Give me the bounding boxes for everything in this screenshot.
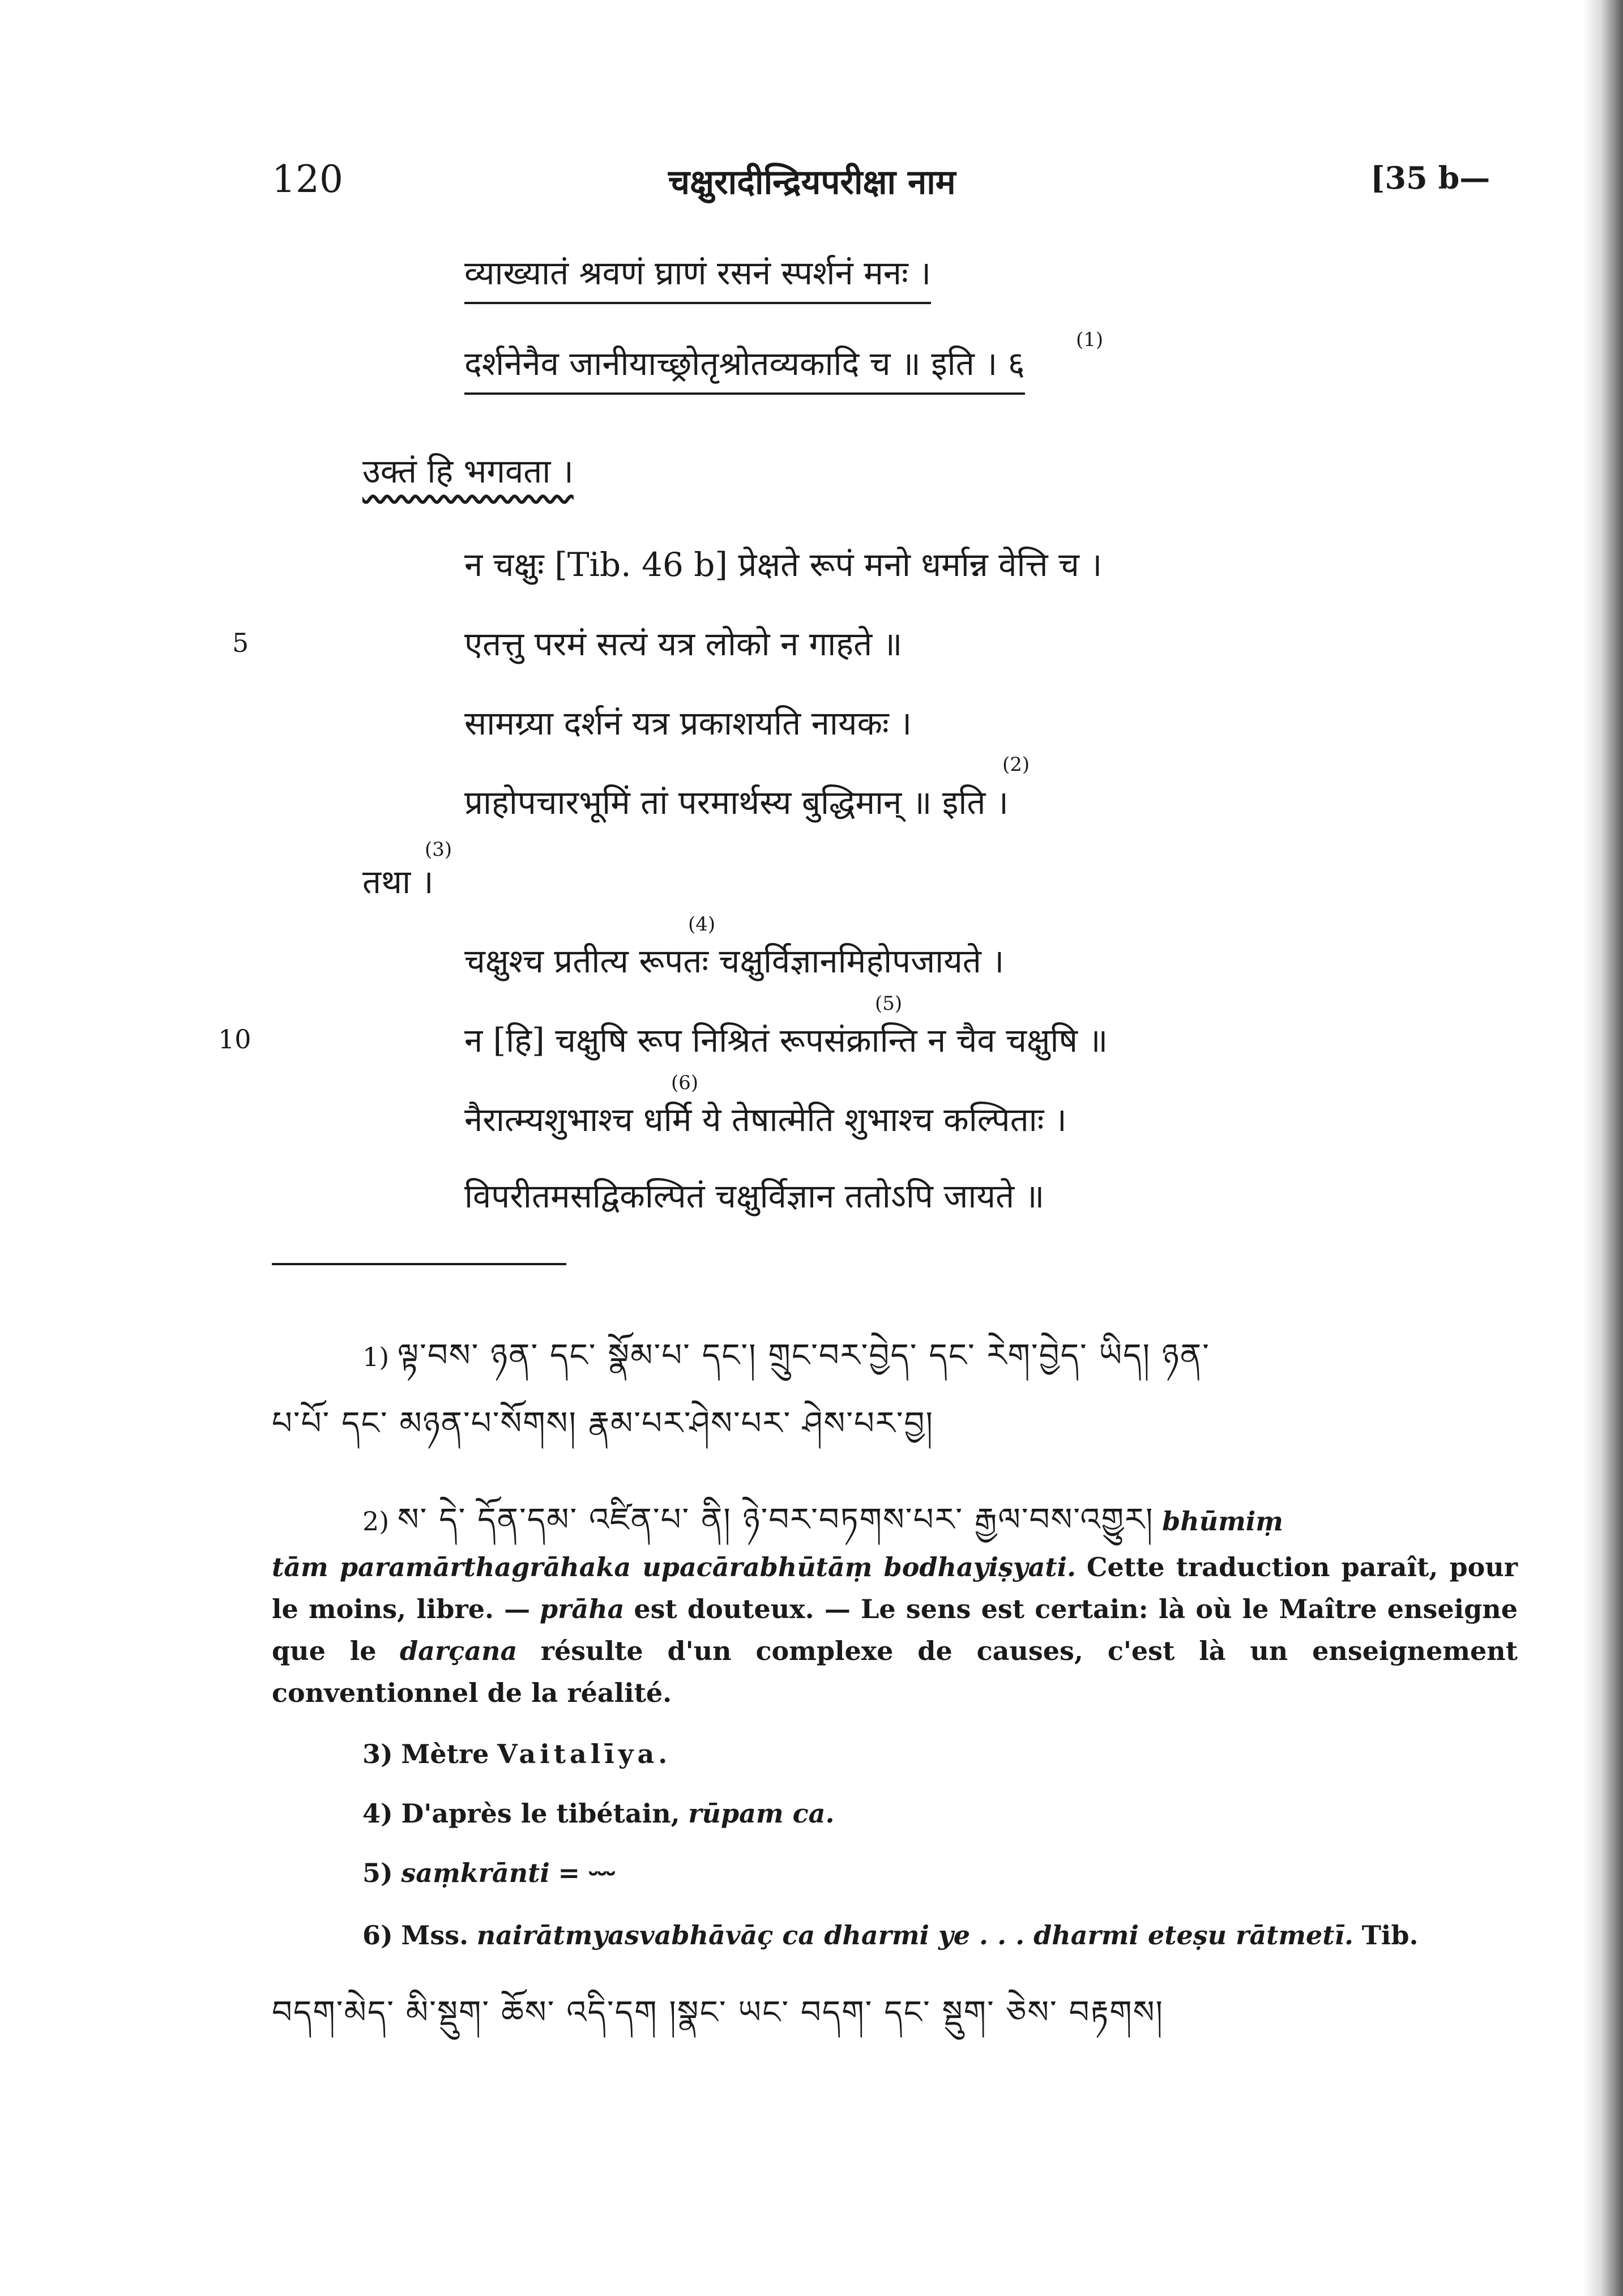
footnote-5-term: saṃkrānti xyxy=(401,1858,550,1888)
footnote-3-metre: Vaitalīya. xyxy=(497,1739,672,1769)
folio-signature: [35 b— xyxy=(1370,160,1490,196)
footnote-mark-6: (6) xyxy=(671,1072,699,1094)
verse-top-1: व्याख्यातं श्रवणं घ्राणं रसनं स्पर्शनं मनः । xyxy=(464,249,931,304)
footnote-6-tibetan: བདག་མེད་ མི་སྡུག་ ཆོས་ འདི་དག །སྣང་ ཡང་ བདག་ དང་ སྡུག་ ཅེས་ བརྟགས། xyxy=(272,1994,1164,2031)
verse-block2-line-1: चक्षुश्च प्रतीत्य रूपतः चक्षुर्विज्ञानमिहोपजायते । xyxy=(464,942,1005,980)
intro-quote-2: तथा । xyxy=(362,863,434,901)
footnote-1-tibetan-2: པ་པོ་ དང་ མཉན་པ་སོགས། རྣམ་པར་ཤེས་པར་ ཤེས་པར་བྱ། xyxy=(272,1405,934,1442)
footnote-3-label: 3) xyxy=(362,1739,393,1769)
footnote-4-label: 4) xyxy=(362,1798,393,1829)
footnote-mark-1: (1) xyxy=(1076,328,1104,351)
intro-quote-1 xyxy=(362,447,574,492)
verse-block2-line-2: न [हि] चक्षुषि रूप निश्रितं रूपसंक्रान्ति न चैव चक्षुषि ॥ xyxy=(464,1021,1108,1060)
footnote-2-darcana: darçana xyxy=(399,1636,518,1666)
footnote-4 xyxy=(362,1798,834,1829)
footnote-mark-4: (4) xyxy=(688,913,716,936)
page-number: 120 xyxy=(272,157,343,201)
footnote-mark-2: (2) xyxy=(1002,753,1030,776)
verse-block1-line-1: न चक्षुः [Tib. 46 b] प्रेक्षते रूपं मनो धर्मान्न वेत्ति च । xyxy=(464,545,1103,584)
running-title: चक्षुरादीन्द्रियपरीक्षा नाम xyxy=(668,163,956,202)
footnote-5-scansion: = ⏑⏑⏑ xyxy=(558,1858,616,1888)
footnote-1-line-2 xyxy=(272,1388,934,1477)
footnote-6-reading: nairātmyasvabhāvāç ca dharmi ye . . . dharmi eteṣu rātmetī. xyxy=(476,1920,1354,1951)
footnote-2-text-c: résulte d'un complexe de causes, c'est là un enseignement conventionnel de la réalité. xyxy=(272,1636,1518,1708)
footnote-2-tibetan: ས་ དེ་ དོན་དམ་ འཛིན་པ་ ནི། ཉེ་བར་བཏགས་པར་ རྒྱལ་བས་འགྱུར། xyxy=(397,1501,1154,1538)
footnote-6-mss: Mss. xyxy=(401,1920,469,1951)
footnote-1-label: 1) xyxy=(362,1342,390,1372)
footnote-2-label: 2) xyxy=(362,1506,390,1537)
footnote-separator xyxy=(272,1263,566,1265)
footnote-6-label: 6) xyxy=(362,1920,393,1951)
footnote-3 xyxy=(362,1739,671,1769)
footnote-2-text-a: Cette traduction paraît, pour le moins, libre. — xyxy=(272,1552,1518,1624)
footnote-6-line-2 xyxy=(272,1977,1164,2066)
footnote-2-text-b: est douteux. — Le sens est certain: là où le Maître enseigne que le xyxy=(272,1594,1518,1666)
line-number-5: 5 xyxy=(232,628,249,658)
footnote-6-tib-label: Tib. xyxy=(1361,1920,1419,1951)
footnote-5 xyxy=(362,1858,615,1889)
footnote-5-label: 5) xyxy=(362,1858,393,1888)
footnote-2-translit-2: tām paramārthagrāhaka upacārabhūtāṃ bodhayiṣyati. xyxy=(272,1552,1077,1582)
verse-block1-line-4: प्राहोपचारभूमिं तां परमार्थस्य बुद्धिमान् ॥ इति । xyxy=(464,783,1009,822)
footnote-2-paragraph xyxy=(272,1546,1518,1714)
footnote-mark-3: (3) xyxy=(425,838,452,861)
line-number-10: 10 xyxy=(218,1024,251,1055)
footnote-1-tibetan-1: ལྟ་བས་ ཉན་ དང་ སྣོམ་པ་ དང་། གྲུང་བར་བྱེད་ དང་ རེག་བྱེད་ ཡིད། ཉན་ xyxy=(397,1337,1210,1374)
verse-block1-line-3: सामग्र्या दर्शनं यत्र प्रकाशयति नायकः । xyxy=(464,704,912,742)
footnote-4-text: D'après le tibétain, xyxy=(401,1798,680,1829)
verse-block2-line-4: विपरीतमसद्विकल्पितं चक्षुर्विज्ञान ततोऽपि जायते ॥ xyxy=(464,1177,1045,1215)
intro-quote-1-text: उक्तं हि भगवता । xyxy=(362,452,574,490)
footnote-3-text: Mètre xyxy=(401,1739,489,1769)
footnote-2-translit-1: bhūmiṃ xyxy=(1162,1506,1283,1537)
scanned-page-edge xyxy=(1583,0,1623,2296)
footnote-2-praha: prāha xyxy=(540,1594,625,1624)
footnote-4-term: rūpam ca. xyxy=(688,1798,835,1829)
page-header xyxy=(0,157,1574,208)
verse-top-2: दर्शनेनैव जानीयाच्छ्रोतृश्रोतव्यकादि च ॥ इति । ६ xyxy=(464,340,1025,395)
footnote-6-line-1 xyxy=(362,1920,1419,1951)
verse-block2-line-3: नैरात्म्यशुभाश्च धर्मि ये तेषात्मेति शुभाश्च कल्पिताः । xyxy=(464,1100,1067,1139)
verse-block1-line-2: एतत्तु परमं सत्यं यत्र लोको न गाहते ॥ xyxy=(464,625,903,663)
footnote-mark-5: (5) xyxy=(875,992,903,1015)
